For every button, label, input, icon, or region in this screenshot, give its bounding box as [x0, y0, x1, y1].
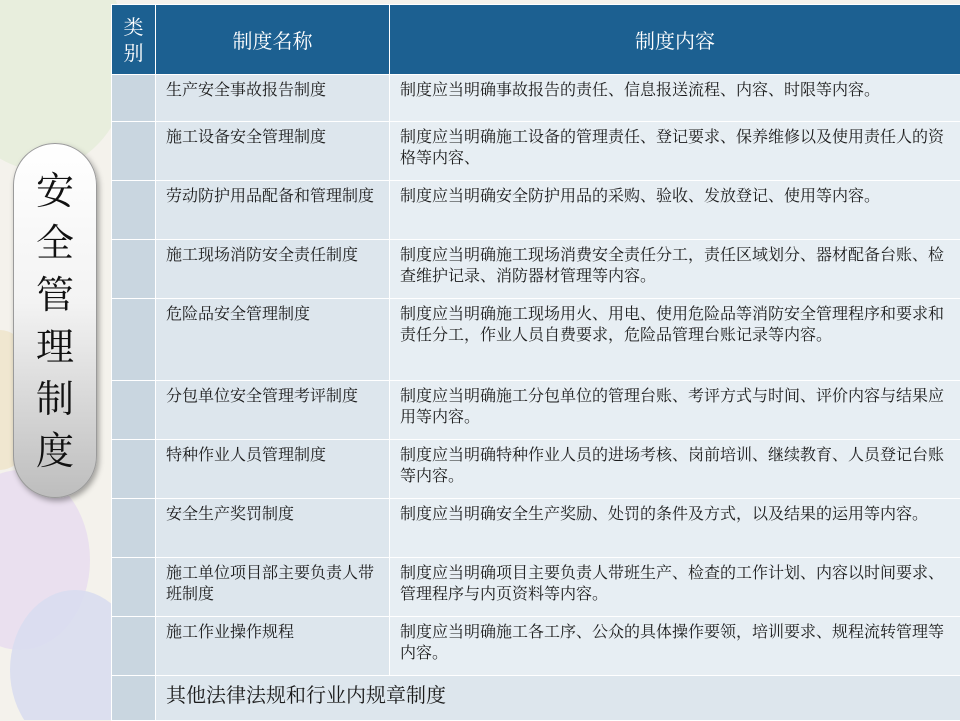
name-cell: 特种作业人员管理制度 [156, 440, 390, 499]
table-row [112, 499, 960, 558]
category-cell [112, 240, 156, 299]
category-cell [112, 381, 156, 440]
category-cell [112, 676, 156, 721]
safety-system-table [111, 4, 960, 721]
content-cell: 制度应当明确施工分包单位的管理台账、考评方式与时间、评价内容与结果应用等内容。 [390, 381, 960, 440]
name-cell: 施工作业操作规程 [156, 617, 390, 676]
name-cell: 分包单位安全管理考评制度 [156, 381, 390, 440]
table-row [112, 75, 960, 122]
category-cell [112, 499, 156, 558]
other-regulations-cell: 其他法律法规和行业内规章制度 [156, 676, 960, 721]
side-title-char: 度 [36, 425, 74, 477]
table-row [112, 299, 960, 381]
name-cell: 劳动防护用品配备和管理制度 [156, 181, 390, 240]
table-row [112, 122, 960, 181]
table-row [112, 381, 960, 440]
content-cell: 制度应当明确事故报告的责任、信息报送流程、内容、时限等内容。 [390, 75, 960, 122]
table-row [112, 558, 960, 617]
table-row [112, 181, 960, 240]
category-cell [112, 558, 156, 617]
content-cell: 制度应当明确特种作业人员的进场考核、岗前培训、继续教育、人员登记台账等内容。 [390, 440, 960, 499]
category-cell [112, 299, 156, 381]
content-cell: 制度应当明确安全防护用品的采购、验收、发放登记、使用等内容。 [390, 181, 960, 240]
table-row [112, 240, 960, 299]
header-category [112, 5, 156, 75]
content-cell: 制度应当明确施工设备的管理责任、登记要求、保养维修以及使用责任人的资格等内容、 [390, 122, 960, 181]
header-content: 制度内容 [390, 5, 960, 75]
side-title-char: 全 [36, 217, 74, 269]
side-title-char: 理 [36, 321, 74, 373]
table-footer-row [112, 676, 960, 721]
name-cell: 危险品安全管理制度 [156, 299, 390, 381]
name-cell: 生产安全事故报告制度 [156, 75, 390, 122]
side-title-char: 制 [36, 373, 74, 425]
content-cell: 制度应当明确安全生产奖励、处罚的条件及方式，以及结果的运用等内容。 [390, 499, 960, 558]
category-cell [112, 122, 156, 181]
header-category-line: 类 [124, 15, 144, 39]
category-cell [112, 181, 156, 240]
content-cell: 制度应当明确施工现场消费安全责任分工，责任区域划分、器材配备台账、检查维护记录、消防器材管理等内容。 [390, 240, 960, 299]
category-cell [112, 440, 156, 499]
header-category-line: 别 [124, 41, 144, 65]
name-cell: 施工设备安全管理制度 [156, 122, 390, 181]
content-cell: 制度应当明确项目主要负责人带班生产、检查的工作计划、内容以时间要求、管理程序与内页资料等内容。 [390, 558, 960, 617]
name-cell: 施工单位项目部主要负责人带班制度 [156, 558, 390, 617]
side-title-char: 安 [36, 165, 74, 217]
side-title-char: 管 [36, 269, 74, 321]
content-cell: 制度应当明确施工现场用火、用电、使用危险品等消防安全管理程序和要求和责任分工，作业人员自费要求，危险品管理台账记录等内容。 [390, 299, 960, 381]
category-cell [112, 75, 156, 122]
category-cell [112, 617, 156, 676]
name-cell: 安全生产奖罚制度 [156, 499, 390, 558]
content-cell: 制度应当明确施工各工序、公众的具体操作要领，培训要求、规程流转管理等内容。 [390, 617, 960, 676]
table-row [112, 440, 960, 499]
table-header-row [112, 5, 960, 75]
side-title-pill [13, 143, 97, 498]
name-cell: 施工现场消防安全责任制度 [156, 240, 390, 299]
header-name: 制度名称 [156, 5, 390, 75]
table-row [112, 617, 960, 676]
